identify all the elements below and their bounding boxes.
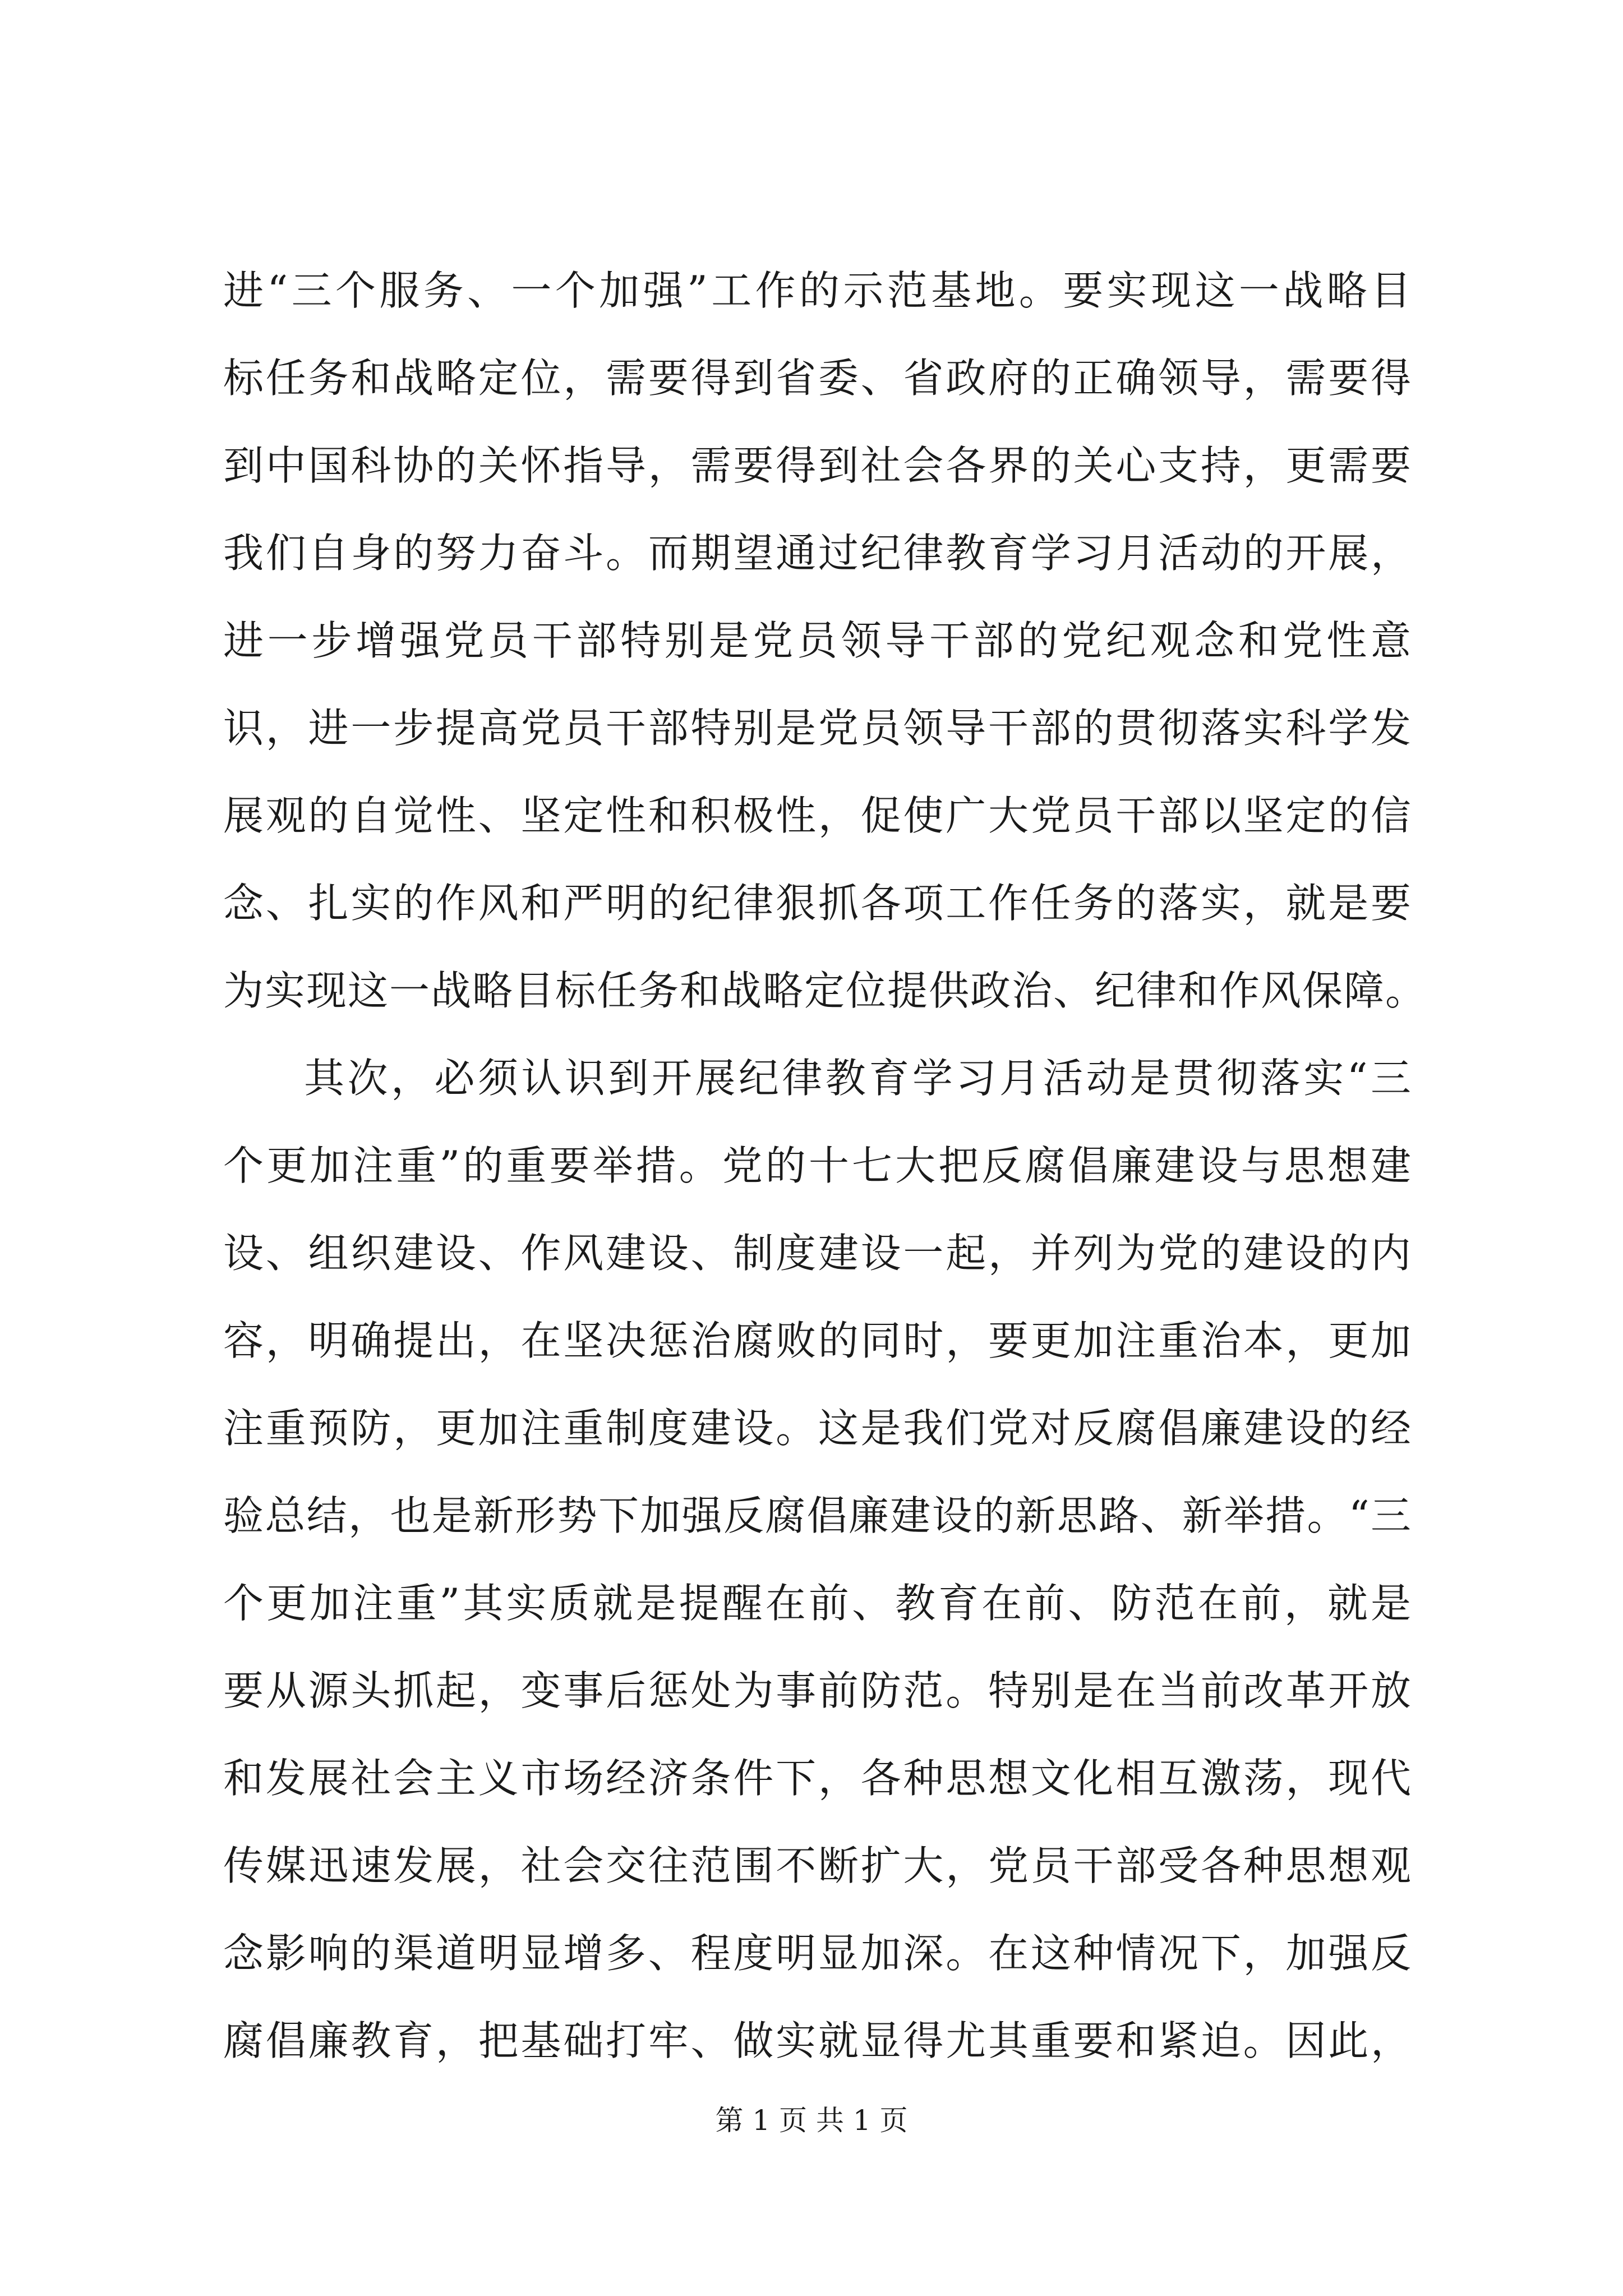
text-line: 到中国科协的关怀指导，需要得到社会各界的关心支持，更需要 (223, 442, 1412, 489)
text-line: 识，进一步提高党员干部特别是党员领导干部的贯彻落实科学发 (223, 705, 1412, 752)
text-line: 传媒迅速发展，社会交往范围不断扩大，党员干部受各种思想观 (223, 1842, 1412, 1889)
text-line: 标任务和战略定位，需要得到省委、省政府的正确领导，需要得 (223, 355, 1412, 402)
text-line: 注重预防，更加注重制度建设。这是我们党对反腐倡廉建设的经 (223, 1405, 1412, 1452)
text-line: 展观的自觉性、坚定性和积极性，促使广大党员干部以坚定的信 (223, 792, 1412, 839)
text-line: 我们自身的努力奋斗。而期望通过纪律教育学习月活动的开展， (223, 530, 1412, 577)
text-line: 个更加注重”其实质就是提醒在前、教育在前、防范在前，就是 (223, 1580, 1412, 1627)
text-line: 验总结，也是新形势下加强反腐倡廉建设的新思路、新举措。“三 (223, 1492, 1412, 1539)
text-line: 腐倡廉教育，把基础打牢、做实就显得尤其重要和紧迫。因此， (223, 2017, 1412, 2064)
text-line: 进“三个服务、一个加强”工作的示范基地。要实现这一战略目 (223, 267, 1412, 314)
text-line: 为实现这一战略目标任务和战略定位提供政治、纪律和作风保障。 (223, 967, 1427, 1014)
text-line: 设、组织建设、作风建设、制度建设一起，并列为党的建设的内 (223, 1230, 1412, 1277)
text-line: 进一步增强党员干部特别是党员领导干部的党纪观念和党性意 (223, 617, 1412, 664)
text-line: 个更加注重”的重要举措。党的十七大把反腐倡廉建设与思想建 (223, 1142, 1412, 1189)
page-footer: 第 1 页 共 1 页 (715, 2104, 908, 2137)
text-line: 要从源头抓起，变事后惩处为事前防范。特别是在当前改革开放 (223, 1667, 1412, 1714)
text-line: 念影响的渠道明显增多、程度明显加深。在这种情况下，加强反 (223, 1930, 1412, 1977)
body-text (223, 247, 1427, 2085)
text-line: 其次，必须认识到开展纪律教育学习月活动是贯彻落实“三 (304, 1055, 1412, 1102)
text-line: 念、扎实的作风和严明的纪律狠抓各项工作任务的落实，就是要 (223, 880, 1412, 927)
text-line: 容，明确提出，在坚决惩治腐败的同时，要更加注重治本，更加 (223, 1317, 1412, 1364)
text-line: 和发展社会主义市场经济条件下，各种思想文化相互激荡，现代 (223, 1755, 1412, 1802)
